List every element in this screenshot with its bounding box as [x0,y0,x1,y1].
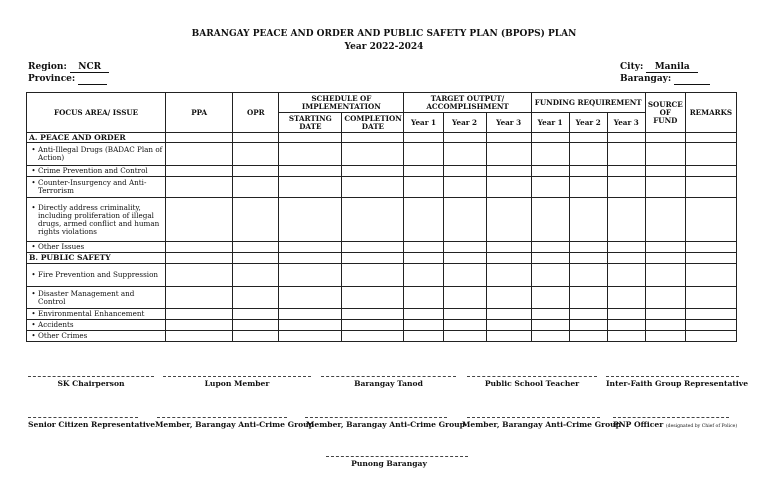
barangay-label: Barangay: [620,74,672,84]
barangay-value [674,74,709,85]
table-row: • Counter-Insurgency and Anti-Terrorism [27,177,737,198]
source-of-fund-header: SOURCE OF FUND [645,93,685,133]
section-b-title: B. PUBLIC SAFETY [27,253,166,264]
section-row [27,133,737,143]
table-row: • Other Issues [27,242,737,253]
signature-line [28,376,154,377]
issue-label: Directly address criminality, including proliferation of illegal drugs, armed conflict and human rights violations [38,202,160,236]
pnp-officer-note: (designated by Chief of Police) [665,424,738,429]
signatory-barangay-tanod: Barangay Tanod [354,379,423,388]
funding-year3-header: Year 3 [607,113,645,133]
issue-label: Environmental Enhancement [38,309,145,318]
ppa-header: PPA [166,93,233,133]
table-row: • Fire Prevention and Suppression [27,264,737,287]
remarks-header: REMARKS [685,93,736,133]
signatory-public-school-teacher: Public School Teacher [484,379,580,388]
table-row: • Directly address criminality, including proliferation of illegal drugs, armed conflict and human rights violations [27,198,737,242]
signature-line [613,417,729,418]
table-row: • Environmental Enhancement [27,309,737,320]
city-field [620,62,698,72]
signature-line [467,417,600,418]
issue-label: Other Issues [38,242,85,251]
document-year: Year 2022-2024 [344,42,424,52]
region-value: NCR [70,62,109,73]
issue-label: Anti-Illegal Drugs (BADAC Plan of Action) [38,145,163,162]
signatory-pnp-officer [613,420,763,429]
table-row: • Anti-Illegal Drugs (BADAC Plan of Action) [27,143,737,166]
funding-year1-header: Year 1 [531,113,569,133]
document-title: BARANGAY PEACE AND ORDER AND PUBLIC SAFETY PLAN (BPOPS) PLAN [191,29,577,39]
funding-year2-header: Year 2 [569,113,607,133]
issue-label: Accidents [38,320,74,329]
signature-line [321,376,456,377]
pnp-officer-label: PNP Officer [613,420,664,429]
table-row: • Accidents [27,320,737,331]
barangay-field [620,74,710,84]
issue-label: Fire Prevention and Suppression [38,270,159,279]
target-year1-header: Year 1 [404,113,443,133]
province-value [78,74,107,85]
focus-area-header: FOCUS AREA/ ISSUE [27,93,166,133]
signatory-anti-crime-group-1: Member, Barangay Anti-Crime Group [155,420,314,429]
signature-line [606,376,739,377]
starting-date-header: STARTING DATE [279,113,342,133]
province-field [28,74,107,84]
table-row: • Crime Prevention and Control [27,166,737,177]
funding-header: FUNDING REQUIREMENT [531,93,645,113]
bpops-plan-table [26,92,737,342]
signature-line [28,417,138,418]
opr-header: OPR [233,93,279,133]
signature-line [163,376,311,377]
region-field [28,62,109,72]
issue-label: Disaster Management and Control [38,288,135,306]
signatory-senior-citizen: Senior Citizen Representative [28,420,156,429]
signature-line [157,417,287,418]
issue-label: Other Crimes [38,331,88,340]
city-label: City: [620,62,644,72]
signature-line [326,456,468,457]
signatory-sk-chairperson: SK Chairperson [57,379,125,388]
signatory-inter-faith-representative: Inter-Faith Group Representative [606,379,749,388]
signature-line [467,376,597,377]
city-value: Manila [646,62,698,73]
signatory-anti-crime-group-2: Member, Barangay Anti-Crime Group [306,420,465,429]
signatory-lupon-member: Lupon Member [204,379,270,388]
target-output-header: TARGET OUTPUT/ ACCOMPLISHMENT [404,93,531,113]
target-year3-header: Year 3 [486,113,531,133]
signature-line [305,417,447,418]
table-row: • Disaster Management and Control [27,287,737,309]
completion-date-header: COMPLETION DATE [342,113,404,133]
issue-label: Counter-Insurgency and Anti-Terrorism [38,178,147,195]
signatory-punong-barangay: Punong Barangay [351,459,427,468]
signatory-anti-crime-group-3: Member, Barangay Anti-Crime Group [462,420,621,429]
issue-label: Crime Prevention and Control [38,166,148,175]
section-a-title: A. PEACE AND ORDER [27,133,166,143]
schedule-header: SCHEDULE OF IMPLEMENTATION [279,93,404,113]
region-label: Region: [28,62,67,72]
table-row: • Other Crimes [27,331,737,342]
target-year2-header: Year 2 [443,113,486,133]
province-label: Province: [28,74,76,84]
section-row [27,253,737,264]
